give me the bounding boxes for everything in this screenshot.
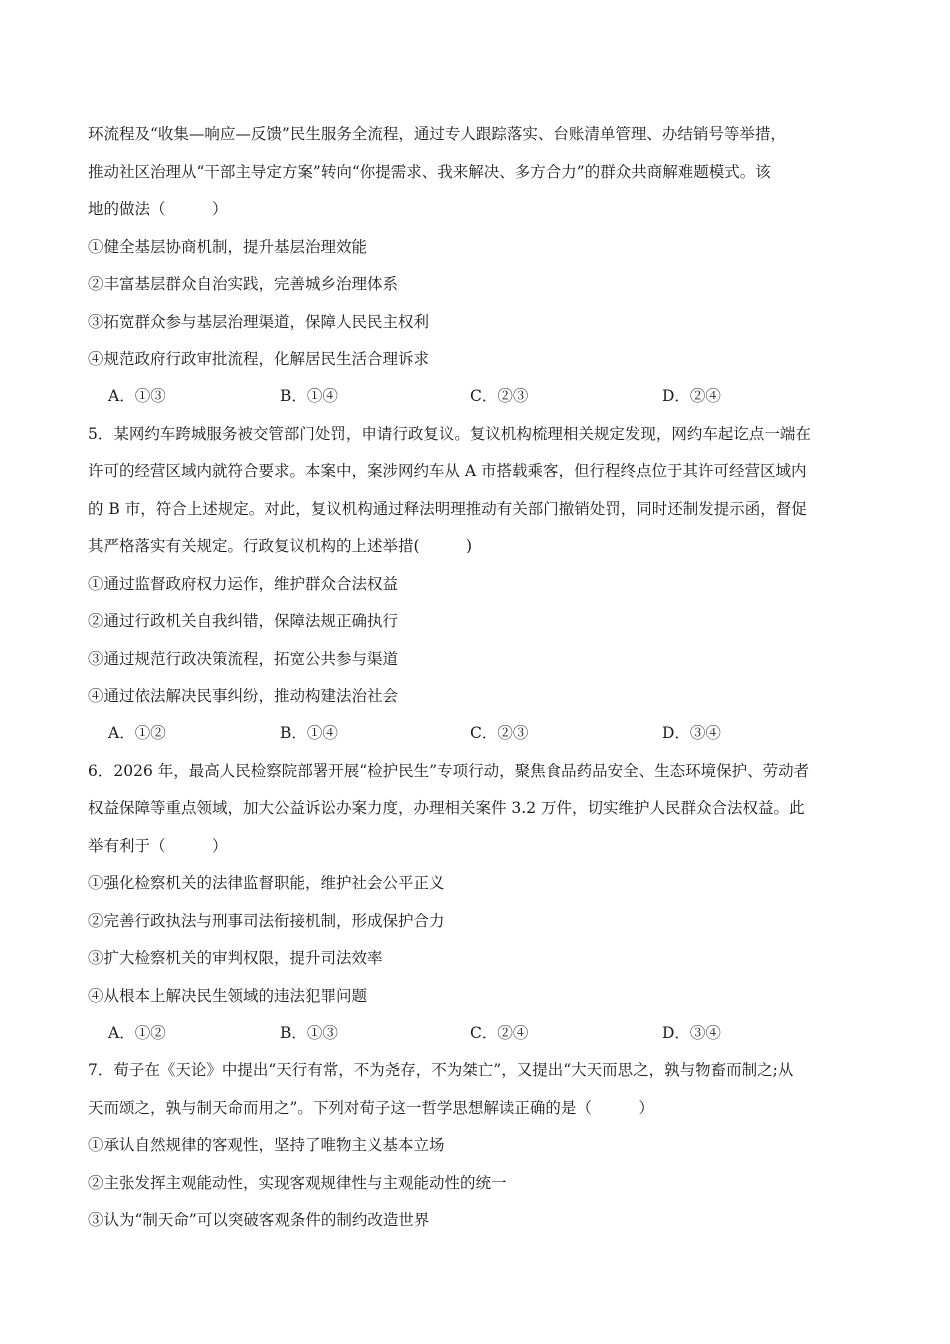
question-5-text-line: 其严格落实有关规定。行政复议机构的上述举措( ): [88, 537, 473, 555]
question-4-statement: ③拓宽群众参与基层治理渠道，保障人民民主权利: [88, 313, 430, 331]
option-b[interactable]: B．①④: [280, 724, 338, 742]
question-6-text-line: 权益保障等重点领域，加大公益诉讼办案力度，办理相关案件 3.2 万件，切实维护人民群众合法权益。此: [88, 799, 805, 817]
option-a[interactable]: A．①②: [108, 724, 166, 742]
option-c[interactable]: C．②④: [470, 1024, 529, 1042]
question-4-text-line: 地的做法（ ）: [88, 200, 228, 218]
question-6-statement: ②完善行政执法与刑事司法衔接机制，形成保护合力: [88, 912, 445, 930]
question-7-text-line: 天而颂之，孰与制天命而用之”。下列对荀子这一哲学思想解读正确的是（ ）: [88, 1099, 654, 1117]
option-b[interactable]: B．①③: [280, 1024, 338, 1042]
option-c[interactable]: C．②③: [470, 387, 529, 405]
question-6-text-line: 举有利于（ ）: [88, 837, 228, 855]
question-5-text-line: 许可的经营区域内就符合要求。本案中，案涉网约车从 A 市搭载乘客，但行程终点位于其许可经营区域内: [88, 462, 807, 480]
question-5-statement: ①通过监督政府权力运作，维护群众合法权益: [88, 575, 399, 593]
question-5-statement: ④通过依法解决民事纠纷，推动构建法治社会: [88, 687, 399, 705]
question-5-statement: ③通过规范行政决策流程，拓宽公共参与渠道: [88, 650, 399, 668]
question-6-statement: ①强化检察机关的法律监督职能，维护社会公平正义: [88, 874, 445, 892]
question-5-options: [108, 722, 868, 744]
question-4-options: [108, 385, 868, 407]
question-7-statement: ②主张发挥主观能动性，实现客观规律性与主观能动性的统一: [88, 1174, 507, 1192]
option-b[interactable]: B．①④: [280, 387, 338, 405]
question-6-statement: ④从根本上解决民生领域的违法犯罪问题: [88, 987, 368, 1005]
question-6-statement: ③扩大检察机关的审判权限，提升司法效率: [88, 949, 383, 967]
option-a[interactable]: A．①②: [108, 1024, 166, 1042]
option-c[interactable]: C．②③: [470, 724, 529, 742]
question-7-statement: ①承认自然规律的客观性，坚持了唯物主义基本立场: [88, 1136, 445, 1154]
question-5-text-line: 5．某网约车跨城服务被交管部门处罚，申请行政复议。复议机构梳理相关规定发现，网约车起讫点一端在: [88, 425, 811, 443]
option-d[interactable]: D．③④: [662, 724, 721, 742]
question-4-statement: ④规范政府行政审批流程，化解居民生活合理诉求: [88, 350, 430, 368]
question-4-text-line: 环流程及“收集—响应—反馈”民生服务全流程，通过专人跟踪落实、台账清单管理、办结销号等举措，: [88, 125, 786, 143]
option-d[interactable]: D．②④: [662, 387, 721, 405]
question-7-text-line: 7．荀子在《天论》中提出“天行有常，不为尧存，不为桀亡”，又提出“大天而思之，孰与物畜而制之;从: [88, 1061, 794, 1079]
option-d[interactable]: D．③④: [662, 1024, 721, 1042]
question-6-options: [108, 1022, 868, 1044]
option-a[interactable]: A．①③: [108, 387, 166, 405]
question-4-statement: ①健全基层协商机制，提升基层治理效能: [88, 238, 368, 256]
question-4-text-line: 推动社区治理从“干部主导定方案”转向“你提需求、我来解决、多方合力”的群众共商解难题模式。该: [88, 163, 771, 181]
question-7-statement: ③认为“制天命”可以突破客观条件的制约改造世界: [88, 1211, 430, 1229]
question-5-text-line: 的 B 市，符合上述规定。对此，复议机构通过释法明理推动有关部门撤销处罚，同时还制发提示函，督促: [88, 500, 807, 518]
question-6-text-line: 6．2026 年，最高人民检察院部署开展“检护民生”专项行动，聚焦食品药品安全、生态环境保护、劳动者: [88, 762, 810, 780]
question-5-statement: ②通过行政机关自我纠错，保障法规正确执行: [88, 612, 399, 630]
question-4-statement: ②丰富基层群众自治实践，完善城乡治理体系: [88, 275, 399, 293]
